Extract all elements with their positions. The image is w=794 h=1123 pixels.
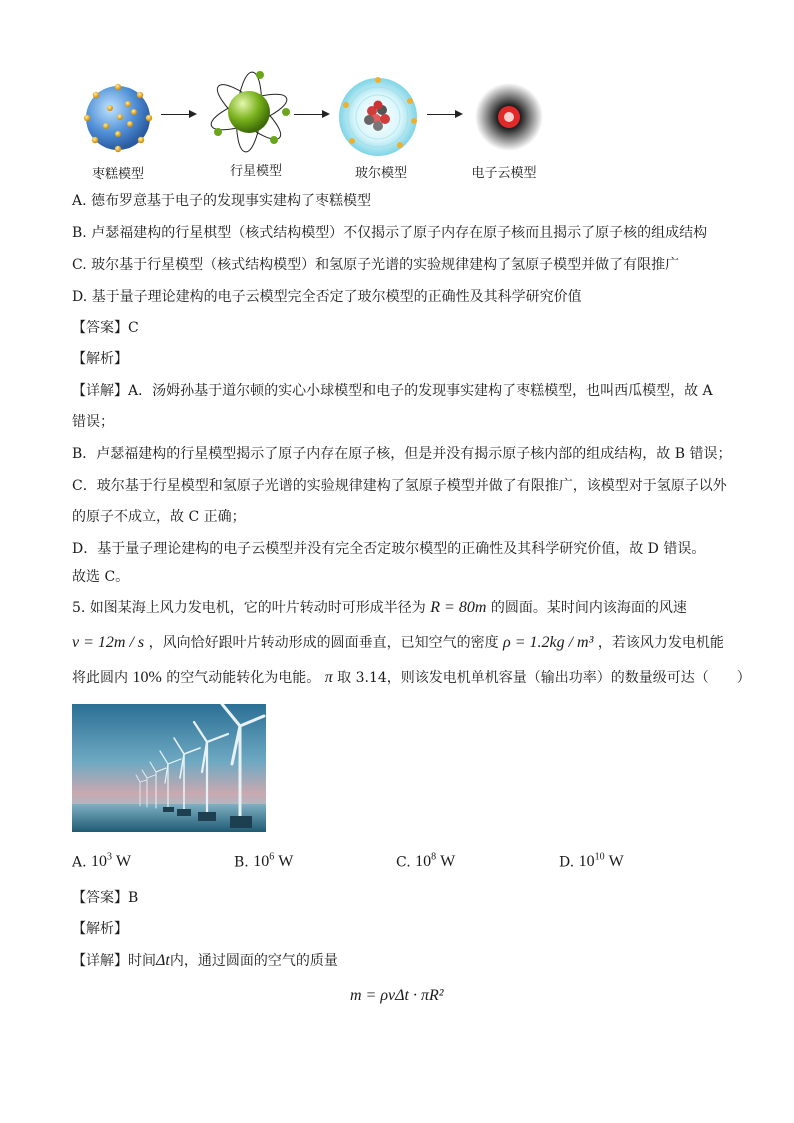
q4-option-a: A. 德布罗意基于电子的发现事实建构了枣糕模型 <box>72 193 372 209</box>
q5-detail-line-1: 【详解】时间Δt内，通过圆面的空气的质量 <box>72 952 338 969</box>
q5-percentage: 10% <box>132 669 162 686</box>
arrow-2 <box>294 114 328 115</box>
arrow-3 <box>427 114 461 115</box>
q5-stem-line-3: 将此圆内 10% 的空气动能转化为电能。 π 取 3.14，则该发电机单机容量（输出功率）的数量级可达（ ） <box>72 669 751 686</box>
q4-detail-line-4: C．玻尔基于行星模型和氢原子光谱的实验规律建构了氢原子模型并做了有限推广，该模型对于氢原子以外 <box>72 478 727 494</box>
q5-mass-formula: m = ρvΔt · πR² <box>350 987 444 1004</box>
q4-option-c: C. 玻尔基于行星模型（核式结构模型）和氢原子光谱的实验规律建构了氢原子模型并做了有限推广 <box>72 257 680 273</box>
q5-delta-t: Δt <box>156 952 170 969</box>
caption-planetary-model: 行星模型 <box>229 164 282 179</box>
q4-conclusion: 故选 C。 <box>72 569 130 585</box>
q5-answer: 【答案】B <box>72 890 139 906</box>
q4-detail-line-1: 【详解】A．汤姆孙基于道尔顿的实心小球模型和电子的发现事实建构了枣糕模型，也叫西瓜模型，故 A <box>72 383 713 399</box>
wind-turbine-photo <box>72 704 266 832</box>
arrow-1 <box>161 114 195 115</box>
bohr-model-figure <box>338 77 418 157</box>
q5-analysis-label: 【解析】 <box>72 921 128 937</box>
q4-detail-line-6: D．基于量子理论建构的电子云模型并没有完全否定玻尔模型的正确性及其科学研究价值，故 D 错误。 <box>72 541 706 557</box>
caption-bohr-model: 玻尔模型 <box>354 166 407 181</box>
q5-option-c: C. $10^8$ W <box>396 852 456 871</box>
q4-detail-line-3: B．卢瑟福建构的行星模型揭示了原子内存在原子核，但是并没有揭示原子核内部的组成结构，故 B 错误； <box>72 446 732 462</box>
q5-option-a: A. $10^3$ W <box>72 852 132 871</box>
date-cake-model-figure <box>82 82 154 154</box>
caption-date-cake-model: 枣糕模型 <box>91 167 144 182</box>
caption-electron-cloud-model: 电子云模型 <box>471 166 537 181</box>
q5-wind-speed-equation: v = 12m / s <box>72 634 145 651</box>
q4-option-b: B. 卢瑟福建构的行星棋型（核式结构模型）不仅揭示了原子内存在原子核而且揭示了原子核的组成结构 <box>72 225 708 241</box>
q4-detail-line-2: 错误； <box>72 414 114 430</box>
q5-stem-line-2: v = 12m / s ，风向恰好跟叶片转动形成的圆面垂直，已知空气的密度 ρ = 1.2kg / m³ ，若该风力发电机能 <box>72 634 724 651</box>
q5-stem-line-1: 5. 如图某海上风力发电机，它的叶片转动时可形成半径为 R = 80m 的圆面。某时间内该海面的风速 <box>72 599 687 616</box>
planetary-model-figure <box>204 66 294 156</box>
q5-option-b: B. $10^6$ W <box>234 852 294 871</box>
q4-detail-line-5: 的原子不成立，故 C 正确； <box>72 509 246 525</box>
q5-density-equation: ρ = 1.2kg / m³ <box>503 634 594 651</box>
q4-answer: 【答案】C <box>72 320 139 336</box>
q4-analysis-label: 【解析】 <box>72 351 128 367</box>
q5-pi-symbol: π <box>324 669 333 686</box>
q5-option-d: D. $10^{10}$ W <box>559 852 624 871</box>
q5-radius-equation: R = 80m <box>430 599 487 616</box>
electron-cloud-model-figure <box>474 82 544 152</box>
q4-option-d: D. 基于量子理论建构的电子云模型完全否定了玻尔模型的正确性及其科学研究价值 <box>72 289 582 305</box>
